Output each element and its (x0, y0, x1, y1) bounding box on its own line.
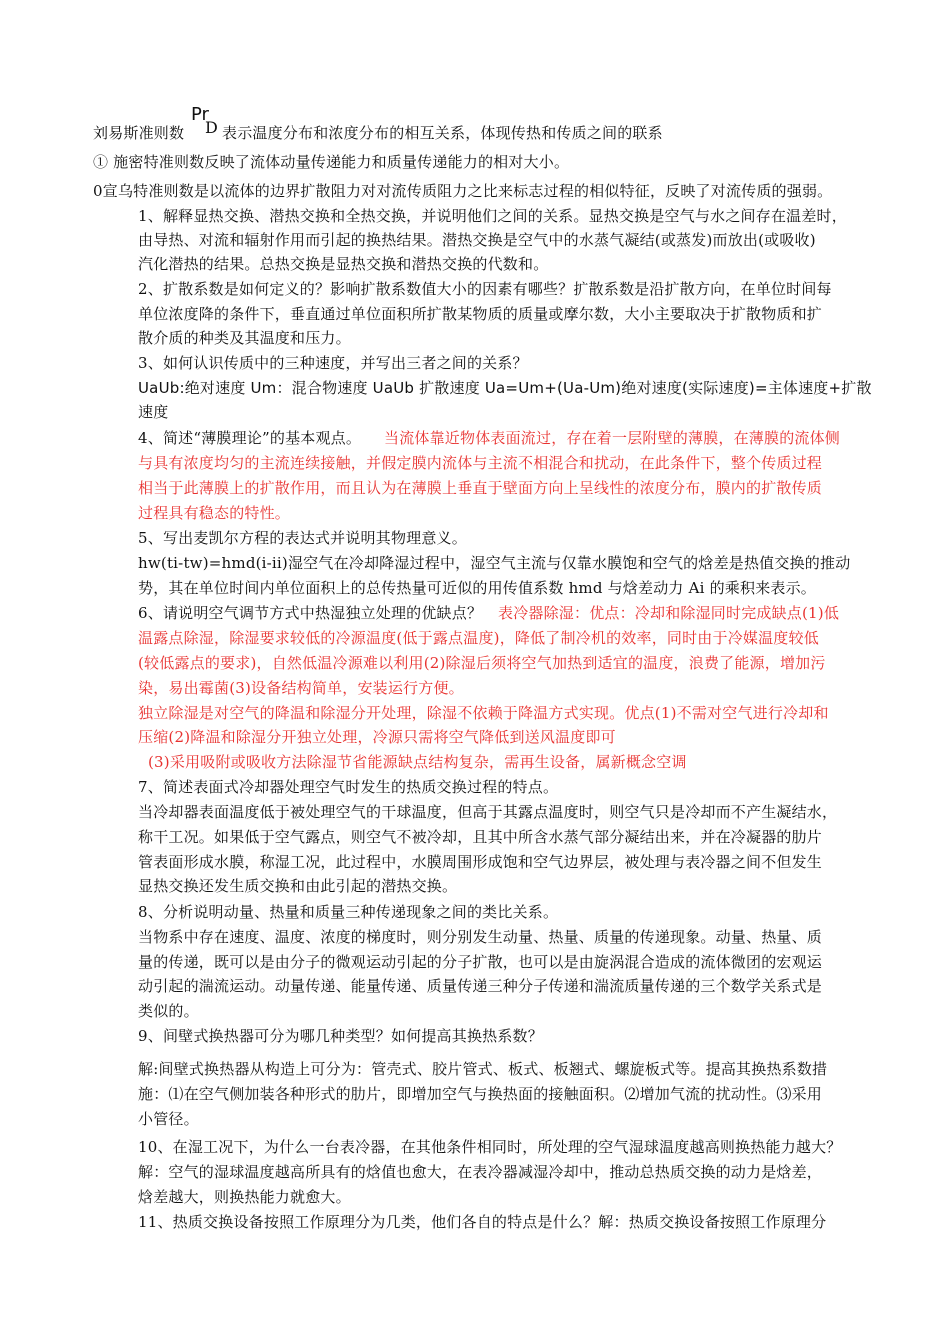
body-line: 施：⑴在空气侧加装各种形式的肋片，即增加空气与换热面的接触面积。⑵增加气流的扰动性。⑶采用 (138, 1085, 823, 1103)
body-line: 当冷却器表面温度低于被处理空气的干球温度，但高于其露点温度时，则空气只是冷却而不产生凝结水， (138, 803, 838, 821)
body-line: 称干工况。如果低于空气露点，则空气不被冷却，且其中所含水蒸气部分凝结出来，并在冷凝器的肋片 (138, 828, 823, 846)
body-line: 由导热、对流和辐射作用而引起的换热结果。潜热交换是空气中的水蒸气凝结(或蒸发)而放出(或吸收) (138, 231, 816, 249)
answer-highlight: 独立除湿是对空气的降温和除湿分开处理，除湿不依赖于降温方式实现。优点(1)不需对空气进行冷却和 (138, 704, 829, 722)
answer-highlight: 当流体靠近物体表面流过，存在着一层附壁的薄膜，在薄膜的流体侧 (384, 429, 841, 447)
body-line: UaUb:绝对速度 Um：混合物速度 UaUb 扩散速度 Ua=Um+(Ua-Um)绝对速度(实际速度)=主体速度+扩散 (138, 379, 872, 397)
body-line: 管表面形成水膜，称湿工况，此过程中，水膜周围形成饱和空气边界层，被处理与表冷器之间不但发生 (138, 853, 823, 871)
answer-highlight: 温露点除湿，除湿要求较低的冷源温度(低于露点温度)，降低了制冷机的效率，同时由于冷媒温度较低 (138, 629, 819, 647)
sherwood-line: 0宣乌特准则数是以流体的边界扩散阻力对对流传质阻力之比来标志过程的相似特征，反映了对流传质的强弱。 (93, 182, 833, 200)
body-line: 焓差越大，则换热能力就愈大。 (138, 1188, 351, 1206)
body-line: 汽化潜热的结果。总热交换是显热交换和潜热交换的代数和。 (138, 255, 549, 273)
body-line: 动引起的湍流运动。动量传递、能量传递、质量传递三种分子传递和湍流质量传递的三个数学关系式是 (138, 977, 823, 995)
answer-highlight: 相当于此薄膜上的扩散作用，而且认为在薄膜上垂直于壁面方向上呈线性的浓度分布，膜内的扩散传质 (138, 479, 823, 497)
lewis-suffix: 表示温度分布和浓度分布的相互关系，体现传热和传质之间的联系 (222, 124, 663, 142)
body-line: 7、简述表面式冷却器处理空气时发生的热质交换过程的特点。 (138, 778, 559, 796)
schmidt-line: ① 施密特准则数反映了流体动量传递能力和质量传递能力的相对大小。 (93, 153, 570, 171)
body-line: 小管径。 (138, 1110, 199, 1128)
body-line: 势，其在单位时间内单位面积上的总传热量可近似的用传值系数 hmd 与焓差动力 Ai 的乘积来表示。 (138, 579, 816, 597)
answer-highlight: 与具有浓度均匀的主流连续接触，并假定膜内流体与主流不相混合和扰动，在此条件下，整个传质过程 (138, 454, 823, 472)
question-line: 6、请说明空气调节方式中热湿独立处理的优缺点？ (138, 604, 483, 622)
body-line: 单位浓度降的条件下，垂直通过单位面积所扩散某物质的质量或摩尔数，大小主要取决于扩散物质和扩 (138, 305, 823, 323)
body-line: 3、如何认识传质中的三种速度，并写出三者之间的关系？ (138, 354, 528, 372)
body-line: 5、写出麦凯尔方程的表达式并说明其物理意义。 (138, 529, 467, 547)
answer-highlight: 过程具有稳态的特性。 (138, 504, 291, 522)
body-line: 量的传递，既可以是由分子的微观运动引起的分子扩散，也可以是由旋涡混合造成的流体微团的宏观运 (138, 953, 823, 971)
body-line: 11、热质交换设备按照工作原理分为几类，他们各自的特点是什么？解：热质交换设备按照工作原理分 (138, 1213, 827, 1231)
body-line: hw(ti-tw)=hmd(i-ii)湿空气在冷却降湿过程中，湿空气主流与仅靠水膜饱和空气的焓差是热值交换的推动 (138, 554, 851, 572)
body-line: 8、分析说明动量、热量和质量三种传递现象之间的类比关系。 (138, 903, 559, 921)
answer-highlight: (较低露点的要求)，自然低温冷源难以利用(2)除湿后须将空气加热到适宜的温度，浪费了能源，增加污 (138, 654, 826, 672)
lewis-numerator: Pr (191, 104, 209, 125)
lewis-denominator: D (205, 118, 218, 137)
lewis-fraction (191, 104, 223, 144)
body-line: 2、扩散系数是如何定义的？影响扩散系数值大小的因素有哪些？扩散系数是沿扩散方向，在单位时间每 (138, 280, 832, 298)
body-line: 类似的。 (138, 1002, 199, 1020)
body-line: 解:间壁式换热器从构造上可分为：管壳式、胶片管式、板式、板翘式、螺旋板式等。提高其换热系数措 (138, 1060, 828, 1078)
answer-highlight: 压缩(2)降温和除湿分开独立处理，冷源只需将空气降低到送风温度即可 (138, 728, 616, 746)
answer-highlight: (3)采用吸附或吸收方法除湿节省能源缺点结构复杂，需再生设备，属新概念空调 (148, 753, 687, 771)
body-line: 速度 (138, 403, 169, 421)
body-line: 10、在湿工况下，为什么一台表冷器，在其他条件相同时，所处理的空气湿球温度越高则换热能力越大？ (138, 1138, 842, 1156)
body-line: 9、间壁式换热器可分为哪几种类型？如何提高其换热系数？ (138, 1027, 543, 1045)
body-line: 散介质的种类及其温度和压力。 (138, 329, 351, 347)
body-line: 显热交换还发生质交换和由此引起的潜热交换。 (138, 877, 458, 895)
body-line: 解：空气的湿球温度越高所具有的焓值也愈大，在表冷器减湿冷却中，推动总热质交换的动力是焓差， (138, 1163, 823, 1181)
body-line: 1、解释显热交换、潜热交换和全热交换，并说明他们之间的关系。显热交换是空气与水之间存在温差时， (138, 207, 847, 225)
question-line: 4、简述“薄膜理论”的基本观点。 (138, 429, 362, 447)
answer-highlight: 表冷器除湿：优点：冷却和除湿同时完成缺点(1)低 (498, 604, 840, 622)
answer-highlight: 染，易出霉菌(3)设备结构简单，安装运行方便。 (138, 679, 464, 697)
lewis-prefix: 刘易斯准则数 (93, 124, 185, 142)
body-line: 当物系中存在速度、温度、浓度的梯度时，则分别发生动量、热量、质量的传递现象。动量、热量、质 (138, 928, 823, 946)
